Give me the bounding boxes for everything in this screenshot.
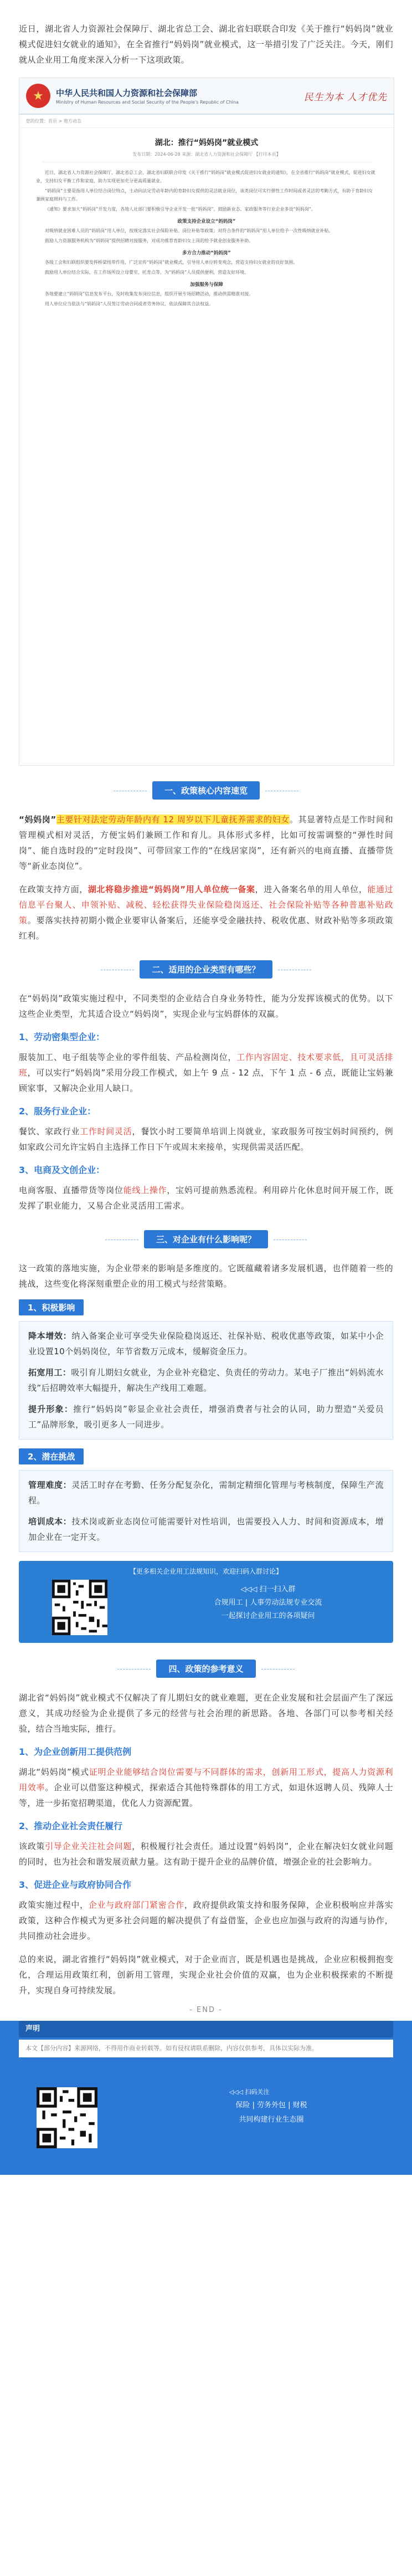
footer — [0, 2021, 412, 2175]
s2-p3-b: ，宝妈可提前熟悉流程。利用碎片化休息时间开展工作，既发挥了职业能力，又易合企业灵活用工需求。 — [19, 1185, 393, 1211]
doc-paragraph: 《通知》要求加大“妈妈岗”开发力度，各地人社部门要积极引导企业开发一批“妈妈岗”，鼓励新业态、家政服务等行业企业多设“妈妈岗”。 — [45, 207, 316, 212]
s4-p1-a: 湖北“妈妈岗”模式 — [19, 1767, 89, 1777]
s2-p1-red: 工作内容固定、技术要求低，且可灵活排班 — [19, 1052, 393, 1078]
s4-final: 总的来说，湖北省推行“妈妈岗”就业模式，对于企业而言，既是机遇也是挑战，企业应积极拥抱变化，合理运用政策红利，创新用工管理，实现企业社会价值的双赢，也为企业积极探索的不断提升，实现自身可持续发展。 — [19, 1954, 393, 1995]
s2-heading-1: 1、劳动密集型企业： — [19, 1032, 105, 1042]
challenge-box — [19, 1470, 393, 1552]
pos-text: 推行“妈妈岗”彰显企业社会责任，增强消费者与社会的认同，助力塑造“关爱员工”品牌形象，吸引更多人一同进步。 — [28, 1404, 384, 1430]
doc-paragraph: 鼓励人力资源服务机构为“妈妈岗”提供招聘对接服务，对成功推荐育龄妇女上岗的给予就业创业服务补助。 — [45, 238, 254, 243]
s2-paragraph-1 — [19, 1049, 393, 1096]
qr-text-line: 一起探讨企业用工的各项疑问 — [221, 1612, 315, 1620]
qr-text-line: ◁◁◁ 扫一扫入群 — [240, 1585, 296, 1594]
s1-paragraph-1 — [19, 812, 393, 874]
footer-line: 共同构建行业生态圈 — [239, 2116, 304, 2124]
pos-label: 拓宽用工： — [28, 1368, 71, 1377]
qr-code-icon — [37, 2087, 97, 2148]
breadcrumb: 您的位置：首页 > 地方动态 — [19, 115, 394, 128]
s4-p2-a: 该政策 — [19, 1841, 45, 1851]
s4-p3-b: ，政府提供政策支持和服务保障，企业积极响应并落实政策，这种合作模式为更多社会问题的解决提供了有益借鉴，企业也应加强与政府的沟通与协作，共同推动社会进步。 — [19, 1900, 393, 1941]
group-qr-code[interactable] — [52, 1580, 107, 1635]
doc-paragraph: 各地要建立“妈妈岗”信息发布平台，及时收集发布岗位信息，组织开展专场招聘活动，推动供需精准对接。 — [45, 291, 254, 296]
s4-p3-a: 政策实施过程中， — [19, 1900, 89, 1910]
national-emblem-icon: ★ — [26, 84, 50, 108]
s4-intro: 湖北省“妈妈岗”就业模式不仅解决了育儿期妇女的就业难题，更在企业发展和社会层面产生了深远意义，其成功经验为企业提供了多元的经营与社会治理的新思路。各地、各部门可以参考相关经验，结合当地实际，推行。 — [19, 1693, 393, 1734]
s2-p1-b: ，可以实行“妈妈岗”采用分段工作模式，如上午 9 点 - 12 点，下午 1 点 - 6 点，既能让宝妈兼顾家事，又解决企业用人缺口。 — [19, 1068, 394, 1093]
section-header-4: 四、政策的参考意义 — [156, 1660, 255, 1678]
doc-body — [19, 162, 394, 314]
doc-paragraph: 对吸纳就业困难人员的“妈妈岗”用人单位，按规定落实社会保险补贴、岗位补贴等政策；对符合条件的“妈妈岗”用人单位给予一次性吸纳就业补贴。 — [45, 228, 333, 233]
doc-paragraph: 用人单位应当依法与“妈妈岗”人员签订劳动合同或者劳务协议，依法保障其合法权益。 — [45, 301, 214, 306]
qr-text-line: 合规用工 | 人事劳动法规专业交流 — [214, 1599, 322, 1607]
intro-paragraph: 近日，湖北省人力资源社会保障厅、湖北省总工会、湖北省妇联联合印发《关于推行“妈妈岗”就业模式促进妇女就业的通知》，在全省推行“妈妈岗”就业模式，这一举措引发了广泛关注。今天，刚们就从企业用工角度来深入分析一下这项政策。 — [19, 24, 393, 65]
s1-p1-a: “妈妈岗” — [19, 815, 56, 824]
declaration-title: 声明 — [19, 2021, 393, 2037]
s4-paragraph-3 — [19, 1897, 393, 1944]
s2-heading-3: 3、电商及文创企业： — [19, 1165, 105, 1175]
doc-heading: 政策支持企业设立“妈妈岗” — [177, 219, 236, 224]
s2-p3-a: 电商客服、直播带货等岗位 — [19, 1185, 123, 1195]
neg-item — [28, 1477, 384, 1508]
gov-banner — [19, 78, 394, 115]
policy-document-screenshot — [19, 78, 394, 766]
s2-p3-red: 能线上操作 — [123, 1185, 167, 1195]
doc-heading: 加强服务与保障 — [190, 282, 223, 288]
doc-paragraph: 近日，湖北省人力资源社会保障厅、湖北省总工会、湖北省妇联联合印发《关于推行“妈妈岗”就业模式促进妇女就业的通知》，在全省推行“妈妈岗”就业模式，促进妇女就业，支持妇女平衡工作和家庭，助力实现更加充分更高质量就业。 — [36, 170, 375, 183]
s4-p3-red: 企业与政府部门紧密合作 — [88, 1900, 184, 1910]
doc-title: 湖北：推行“妈妈岗”就业模式 — [154, 139, 259, 147]
pos-text: 纳入备案企业可享受失业保险稳岗返还、社保补贴、税收优惠等政策，如某中小企业设置10个妈妈岗位，年节省数万元成本，缓解资金压力。 — [28, 1331, 384, 1356]
pos-label: 提升形象： — [28, 1404, 74, 1414]
s4-heading-2: 2、推动企业社会责任履行 — [19, 1821, 123, 1831]
neg-label: 管理难度： — [28, 1480, 72, 1490]
s1-p2-a: 在政策支持方面， — [19, 884, 88, 894]
footer-text — [199, 2098, 343, 2127]
s4-p2-b: ，积极履行社会责任。通过设置“妈妈岗”，企业在解决妇女就业问题的同时，也为社会和谐发展贡献力量。这有助于提升企业的品牌价值，增强企业的社会影响力。 — [19, 1841, 393, 1867]
org-name-en: Ministry of Human Resources and Social Security of the People's Republic of China — [56, 100, 239, 105]
s2-p2-red: 工作时间灵活 — [80, 1126, 132, 1136]
org-name-cn: 中华人民共和国人力资源和社会保障部 — [56, 88, 198, 98]
neg-item — [28, 1514, 384, 1545]
s2-paragraph-3 — [19, 1182, 393, 1213]
section-header-2: 二、适用的企业类型有哪些？ — [140, 960, 272, 979]
s2-p1-a: 服装加工、电子组装等企业的零件组装、产品检测岗位， — [19, 1052, 237, 1062]
s1-paragraph-2 — [19, 882, 393, 944]
s1-p1-b: 。其显著特点是工作时间和管理模式相对灵活，方便宝妈们兼顾工作和育儿。具体形式多样，比如可按需调整的“弹性时间岗”、能自选时段的“定时段岗”、可带回家工作的“在线居家岗”，还有新兴的电商直播、直播带货等“新业态岗位”。 — [19, 815, 393, 871]
pos-item — [28, 1365, 384, 1396]
s1-p2-c: 。要落实扶持初期小微企业要审认备案后，还能享受金融扶持、税收优惠、财政补贴等多项政策红利。 — [19, 915, 393, 941]
positive-impact-box — [19, 1321, 393, 1440]
pos-item — [28, 1328, 384, 1359]
section-header-3: 三、对企业有什么影响呢？ — [144, 1230, 268, 1248]
pos-text: 吸引育儿期妇女就业，为企业补充稳定、负责任的劳动力。某电子厂推出“妈妈流水线”后招聘效率大幅提升，解决生产线用工难题。 — [28, 1368, 384, 1393]
doc-paragraph: “妈妈岗”主要是指用人单位结合岗位特点，主动向法定劳动年龄内的育龄妇女提供的灵活就业岗位，该类岗位可实行弹性工作时间或者灵活的考勤方式，有助于育龄妇女兼顾家庭照料与工作。 — [36, 188, 373, 202]
s1-p1-highlight: 主要针对法定劳动年龄内有 12 周岁以下儿童抚养需求的妇女 — [56, 815, 290, 824]
pos-item — [28, 1401, 384, 1432]
end-marker: - END - — [189, 2006, 223, 2014]
neg-text: 技术岗或新业态岗位可能需要针对性培训，也需要投入人力、时间和资源成本，增加企业在一定开支。 — [28, 1517, 384, 1542]
s2-heading-2: 2、服务行业企业： — [19, 1106, 96, 1117]
s1-p2-red2: 能通过信息平台聚人、申领补贴、减税、轻松获得失业保险稳岗返还、社会保险补贴等各种普惠补贴政策 — [19, 884, 394, 925]
s2-p2-b: ，餐饮小时工要简单培训上岗就业，家政服务可按宝妈时间预约，例如家政公司允许宝妈自主选择工作日下午或周末来接单，实现供需灵活匹配。 — [19, 1126, 393, 1152]
doc-meta: 发布日期：2024-06-28 来源：湖北省人力资源和社会保障厅 【打印本页】 — [42, 151, 372, 162]
qr-banner-title: 【更多相关企业用工法规知识，欢迎扫码入群讨论】 — [129, 1568, 282, 1575]
gov-org-name — [56, 87, 239, 105]
s2-intro: 在“妈妈岗”政策实施过程中，不同类型的企业结合自身业务特性，能为分发挥该模式的优势。以下这些企业类型，尤其适合设立“妈妈岗”，实现企业与宝妈群体的双赢。 — [19, 993, 393, 1019]
footer-line: 保险 | 劳务外包 | 财税 — [235, 2101, 307, 2109]
qr-code-icon — [52, 1580, 107, 1635]
group-qr-banner — [19, 1561, 393, 1643]
pos-label: 降本增效： — [28, 1331, 72, 1341]
s4-heading-1: 1、为企业创新用工提供范例 — [19, 1747, 132, 1757]
tag-positive-impact: 1、积极影响 — [19, 1299, 84, 1315]
follow-qr-code[interactable] — [37, 2087, 97, 2148]
s2-paragraph-2 — [19, 1124, 393, 1155]
s4-p1-red: 证明企业能够结合岗位需要与不同群体的需求，创新用工形式，提高人力资源利用效率 — [19, 1767, 393, 1793]
s4-p1-b: 。企业可以借鉴这种模式，探索适合其他特殊群体的用工方式，如退休返聘人员、残障人士等，进一步拓宽招聘渠道，优化人力资源配置。 — [19, 1783, 393, 1808]
slogan: 民生为本 人才优先 — [303, 91, 387, 103]
qr-banner-text — [185, 1583, 351, 1623]
doc-heading: 多方合力推动“妈妈岗” — [182, 250, 231, 256]
s2-p2-a: 餐饮、家政行业 — [19, 1126, 80, 1136]
s4-paragraph-1 — [19, 1764, 393, 1811]
s4-heading-3: 3、促进企业与政府协同合作 — [19, 1879, 132, 1890]
doc-paragraph: 鼓励用人单位结合实际，在工作场所设立母婴室、托育点等，为“妈妈岗”人员提供便利，营造友好环境。 — [45, 270, 249, 275]
s3-intro: 这一政策的落地实施，为企业带来的影响是多维度的。它既蕴藏着诸多发展机遇，也伴随着一些的挑战，这些变化将深刻重塑企业的用工模式与经营策略。 — [19, 1263, 393, 1289]
section-header-1: 一、政策核心内容速览 — [152, 781, 260, 800]
s1-p2-b: ，进入备案名单的用人单位， — [255, 884, 368, 894]
neg-label: 培训成本： — [28, 1517, 72, 1527]
s1-p2-red: 湖北将稳步推进“妈妈岗”用人单位统一备案 — [87, 884, 255, 894]
tag-potential-challenge: 2、潜在挑战 — [19, 1448, 84, 1464]
doc-paragraph: 各级工会和妇联组织要发挥桥梁纽带作用，广泛宣传“妈妈岗”就业模式，引导用人单位转变观念，营造支持妇女就业的良好氛围。 — [45, 260, 298, 265]
s4-paragraph-2 — [19, 1838, 393, 1870]
declaration-text: 本文【部分内容】来源网络，不得用作商业转载等。如有侵权请联系删除，内容仅供参考，具体以实际为准。 — [19, 2040, 393, 2057]
neg-text: 灵活工时存在考勤、任务分配复杂化，需制定精细化管理与考核制度，保障生产流程。 — [28, 1480, 384, 1505]
footer-qr-hint: ◁◁◁ 扫码关注 — [229, 2088, 270, 2096]
s4-p2-red: 引导企业关注社会问题 — [45, 1841, 132, 1851]
